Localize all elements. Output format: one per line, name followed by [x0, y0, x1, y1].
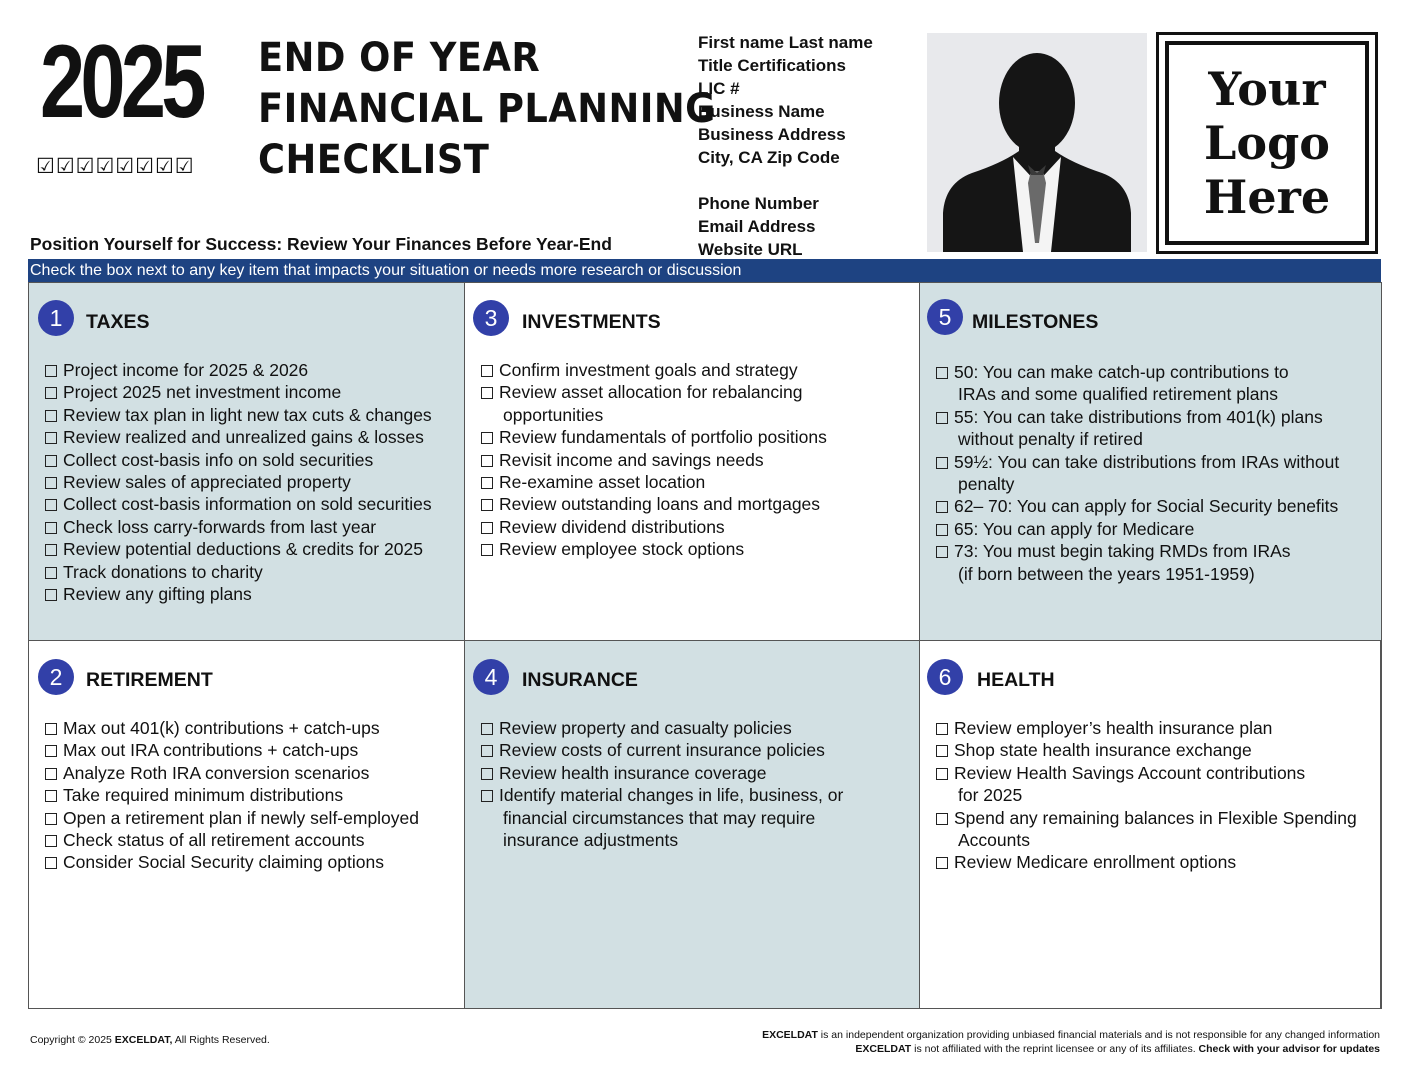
- checklist-item-continuation: (if born between the years 1951-1959): [958, 563, 1255, 584]
- logo-line-2: Logo: [1204, 116, 1330, 170]
- logo-line-1: Your: [1208, 62, 1326, 116]
- checkbox[interactable]: [481, 768, 493, 780]
- checklist-item-label: Consider Social Security claiming options: [63, 852, 384, 873]
- checklist-item: [481, 449, 827, 471]
- disclaimer-brand-1: EXCELDAT: [762, 1029, 818, 1041]
- checklist-item: [936, 807, 1357, 829]
- checkbox[interactable]: [936, 745, 948, 757]
- logo-placeholder: [1156, 32, 1378, 254]
- checklist-item: [936, 540, 1339, 562]
- checklist-item: [45, 381, 432, 403]
- contact-city: City, CA Zip Code: [698, 148, 840, 167]
- checklist-item: [936, 717, 1357, 739]
- checkbox[interactable]: [481, 790, 493, 802]
- checkbox[interactable]: [936, 412, 948, 424]
- checklist-item-continuation: opportunities: [503, 404, 604, 425]
- checklist-item: [481, 717, 843, 739]
- checkbox[interactable]: [45, 522, 57, 534]
- checkbox[interactable]: [45, 768, 57, 780]
- retirement-heading: RETIREMENT: [86, 669, 213, 691]
- checklist-item-label: Review fundamentals of portfolio positions: [499, 427, 827, 448]
- checklist-item-label: 50: You can make catch-up contributions to: [954, 362, 1289, 382]
- contact-info: [698, 31, 873, 261]
- checkbox[interactable]: [481, 477, 493, 489]
- checklist-item-continuation: insurance adjustments: [503, 830, 679, 851]
- disclaimer-line-2: [762, 1043, 1380, 1057]
- checklist-item: [481, 538, 827, 560]
- checkbox[interactable]: [936, 857, 948, 869]
- disclaimer-text-2: is not affiliated with the reprint licensee or any of its affiliates.: [911, 1042, 1199, 1055]
- checkbox[interactable]: [45, 477, 57, 489]
- checkbox[interactable]: [936, 768, 948, 780]
- checkbox[interactable]: [481, 455, 493, 467]
- checkbox[interactable]: [481, 499, 493, 511]
- checkbox[interactable]: [936, 367, 948, 379]
- health-checklist: [936, 717, 1357, 874]
- checklist-item-continuation: financial circumstances that may require: [503, 807, 816, 828]
- checklist-item: [45, 784, 419, 806]
- checklist-item-label: Check status of all retirement accounts: [63, 830, 365, 851]
- contact-spacer: [698, 169, 873, 192]
- checkbox[interactable]: [481, 522, 493, 534]
- checklist-item: [45, 516, 432, 538]
- section-taxes: [28, 282, 465, 641]
- checkbox[interactable]: [936, 524, 948, 536]
- investments-checklist: [481, 359, 827, 561]
- title-line-1: END OF YEAR: [258, 35, 541, 81]
- checklist-item-label: Open a retirement plan if newly self-employed: [63, 807, 420, 828]
- disclaimer-advisor-note: Check with your advisor for updates: [1198, 1042, 1380, 1055]
- taxes-heading: TAXES: [86, 311, 150, 333]
- checklist-item-label: Review health insurance coverage: [499, 762, 767, 783]
- disclaimer-line-1: [762, 1029, 1380, 1043]
- checklist-item: [481, 426, 827, 448]
- checklist-item: [481, 516, 827, 538]
- checklist-item-label: Review realized and unrealized gains & losses: [63, 427, 424, 448]
- checklist-item: [481, 493, 827, 515]
- checkbox[interactable]: [45, 387, 57, 399]
- checklist-grid: [28, 282, 1381, 1009]
- checklist-item-label: Review property and casualty policies: [499, 718, 792, 738]
- taxes-number-badge: 1: [38, 300, 74, 336]
- title-line-3: CHECKLIST: [258, 137, 490, 183]
- logo-text: [1204, 62, 1330, 224]
- checklist-item: [45, 807, 419, 829]
- checklist-item-label: Collect cost-basis info on sold securities: [63, 449, 374, 470]
- profile-photo-placeholder: [927, 33, 1147, 252]
- checkbox[interactable]: [481, 432, 493, 444]
- checklist-item: [481, 359, 827, 381]
- checklist-item: [45, 739, 419, 761]
- health-heading: HEALTH: [977, 669, 1055, 691]
- checkbox[interactable]: [45, 745, 57, 757]
- checkbox[interactable]: [45, 567, 57, 579]
- checklist-item-label: Max out IRA contributions + catch-ups: [63, 740, 359, 761]
- checklist-item-label: Review employee stock options: [499, 539, 745, 560]
- checklist-item-label: Collect cost-basis information on sold securities: [63, 494, 432, 515]
- checklist-item-label: Analyze Roth IRA conversion scenarios: [63, 762, 370, 783]
- checklist-item: [45, 493, 432, 515]
- checklist-item-label: Confirm investment goals and strategy: [499, 360, 798, 380]
- milestones-number-badge: 5: [927, 299, 963, 335]
- checklist-item: [936, 495, 1339, 517]
- checklist-item-label: Review outstanding loans and mortgages: [499, 494, 821, 515]
- checklist-item: [45, 583, 432, 605]
- instruction-banner: Check the box next to any key item that impacts your situation or needs more research or discussion: [28, 259, 1381, 282]
- copyright: [30, 1034, 270, 1046]
- checklist-item: [45, 561, 432, 583]
- checklist-item-label: Review costs of current insurance policies: [499, 740, 825, 761]
- person-silhouette-icon: [927, 33, 1147, 252]
- checklist-item-label: Review tax plan in light new tax cuts & changes: [63, 404, 432, 425]
- checklist-item: [936, 739, 1357, 761]
- disclaimer-brand-2: EXCELDAT: [855, 1042, 912, 1055]
- checkbox[interactable]: [936, 813, 948, 825]
- logo-line-3: Here: [1203, 170, 1331, 224]
- checklist-item-continuation: IRAs and some qualified retirement plans: [958, 384, 1279, 405]
- checklist-item-label: 59½: You can take distributions from IRAs without: [954, 451, 1340, 472]
- checkbox[interactable]: [45, 455, 57, 467]
- checklist-item-label: Review dividend distributions: [499, 516, 725, 537]
- checklist-item-label: Revisit income and savings needs: [499, 449, 764, 470]
- checklist-item: [45, 404, 432, 426]
- checklist-item-label: Review Health Savings Account contributions: [954, 762, 1306, 783]
- checklist-item-continuation: Accounts: [958, 830, 1030, 851]
- checklist-item-label: Project 2025 net investment income: [63, 382, 342, 403]
- checklist-item: [45, 449, 432, 471]
- checkbox[interactable]: [45, 589, 57, 601]
- checklist-item-label: Shop state health insurance exchange: [954, 740, 1252, 761]
- contact-name: First name Last name: [698, 33, 873, 52]
- checklist-item: [45, 538, 432, 560]
- checklist-item: [481, 471, 827, 493]
- contact-title: Title Certifications: [698, 56, 846, 75]
- checklist-item-label: Project income for 2025 & 2026: [63, 360, 309, 380]
- section-insurance: [464, 640, 920, 1009]
- taxes-checklist: [45, 359, 432, 605]
- checklist-item-label: Review Medicare enrollment options: [954, 852, 1237, 873]
- investments-heading: INVESTMENTS: [522, 311, 661, 333]
- checklist-item: [45, 851, 419, 873]
- section-milestones: [919, 282, 1382, 641]
- checklist-item-label: Review sales of appreciated property: [63, 472, 351, 493]
- milestones-heading: MILESTONES: [972, 311, 1099, 333]
- checkbox[interactable]: [45, 365, 57, 377]
- contact-business-name: Business Name: [698, 102, 825, 121]
- page-subtitle: Position Yourself for Success: Review Your Finances Before Year-End: [30, 234, 612, 254]
- retirement-checklist: [45, 717, 419, 874]
- checklist-item: [45, 426, 432, 448]
- checklist-item-continuation: penalty: [958, 474, 1015, 495]
- section-investments: [464, 282, 920, 641]
- checklist-item: [45, 762, 419, 784]
- checklist-item: [45, 717, 419, 739]
- checkbox[interactable]: [45, 544, 57, 556]
- disclaimer-text-1: is an independent organization providing unbiased financial materials and is not responsible for any changed information: [817, 1029, 1380, 1041]
- logo-inner-frame: [1165, 41, 1369, 245]
- copyright-suffix: All Rights Reserved.: [172, 1034, 270, 1046]
- checklist-item-label: 62– 70: You can apply for Social Security benefits: [954, 496, 1339, 517]
- checklist-item-label: Identify material changes in life, business, or: [499, 785, 844, 806]
- checklist-item: [45, 471, 432, 493]
- checklist-item: [45, 359, 432, 381]
- checkbox[interactable]: [936, 457, 948, 469]
- checklist-item-label: Re-examine asset location: [499, 472, 706, 493]
- contact-business-address: Business Address: [698, 125, 846, 144]
- checklist-item: [481, 762, 843, 784]
- checkbox[interactable]: [45, 857, 57, 869]
- checklist-item-label: 55: You can take distributions from 401(k) plans: [954, 406, 1323, 427]
- section-health: [919, 640, 1382, 1009]
- retirement-number-badge: 2: [38, 659, 74, 695]
- copyright-brand: EXCELDAT,: [114, 1034, 173, 1046]
- checklist-item-label: Review potential deductions & credits for 2025: [63, 539, 423, 560]
- checkbox[interactable]: [481, 365, 493, 377]
- checkbox[interactable]: [45, 813, 57, 825]
- insurance-number-badge: 4: [473, 659, 509, 695]
- checklist-item-label: Review asset allocation for rebalancing: [499, 382, 803, 403]
- checkbox[interactable]: [45, 499, 57, 511]
- contact-lic: LIC #: [698, 79, 740, 98]
- checkbox[interactable]: [936, 501, 948, 513]
- contact-email: Email Address: [698, 217, 816, 236]
- checklist-item-label: Max out 401(k) contributions + catch-ups: [63, 718, 380, 738]
- checkbox[interactable]: [481, 745, 493, 757]
- section-retirement: [28, 640, 465, 1009]
- year-title: 2025: [40, 24, 202, 140]
- insurance-heading: INSURANCE: [522, 669, 638, 691]
- checklist-item: [936, 361, 1339, 383]
- checklist-item: [481, 739, 843, 761]
- checkbox[interactable]: [481, 387, 493, 399]
- checklist-item-label: Review any gifting plans: [63, 584, 252, 605]
- checklist-item-label: Check loss carry-forwards from last year: [63, 516, 377, 537]
- disclaimer: [762, 1029, 1380, 1056]
- health-number-badge: 6: [927, 659, 963, 695]
- checklist-item: [936, 518, 1339, 540]
- checklist-item-label: 73: You must begin taking RMDs from IRAs: [954, 541, 1291, 562]
- copyright-prefix: Copyright © 2025: [30, 1034, 115, 1046]
- checkmark-row-icon: ☑☑☑☑☑☑☑☑: [36, 154, 195, 178]
- checklist-item-label: Review employer’s health insurance plan: [954, 718, 1273, 738]
- checkbox[interactable]: [45, 835, 57, 847]
- checklist-item-label: 65: You can apply for Medicare: [954, 518, 1195, 539]
- investments-number-badge: 3: [473, 300, 509, 336]
- checkbox[interactable]: [45, 410, 57, 422]
- contact-website: Website URL: [698, 240, 803, 259]
- checklist-item-label: Take required minimum distributions: [63, 785, 344, 806]
- milestones-checklist: [936, 361, 1339, 585]
- page-title: [258, 33, 716, 186]
- checklist-item-continuation: for 2025: [958, 785, 1023, 806]
- checklist-item: [936, 406, 1339, 428]
- checklist-item: [936, 851, 1357, 873]
- checkbox[interactable]: [936, 723, 948, 735]
- checklist-item-label: Track donations to charity: [63, 561, 263, 582]
- checklist-item: [481, 784, 843, 806]
- checklist-item: [936, 451, 1339, 473]
- checkbox[interactable]: [481, 723, 493, 735]
- checkbox[interactable]: [936, 546, 948, 558]
- insurance-checklist: [481, 717, 843, 851]
- title-line-2: FINANCIAL PLANNING: [258, 86, 716, 132]
- checkbox[interactable]: [481, 544, 493, 556]
- checklist-item-label: Spend any remaining balances in Flexible Spending: [954, 807, 1357, 828]
- checkbox[interactable]: [45, 723, 57, 735]
- checklist-item: [481, 381, 827, 403]
- checklist-item: [45, 829, 419, 851]
- checkbox[interactable]: [45, 432, 57, 444]
- checklist-item-continuation: without penalty if retired: [958, 429, 1143, 450]
- checkbox[interactable]: [45, 790, 57, 802]
- checklist-item: [936, 762, 1357, 784]
- contact-phone: Phone Number: [698, 194, 819, 213]
